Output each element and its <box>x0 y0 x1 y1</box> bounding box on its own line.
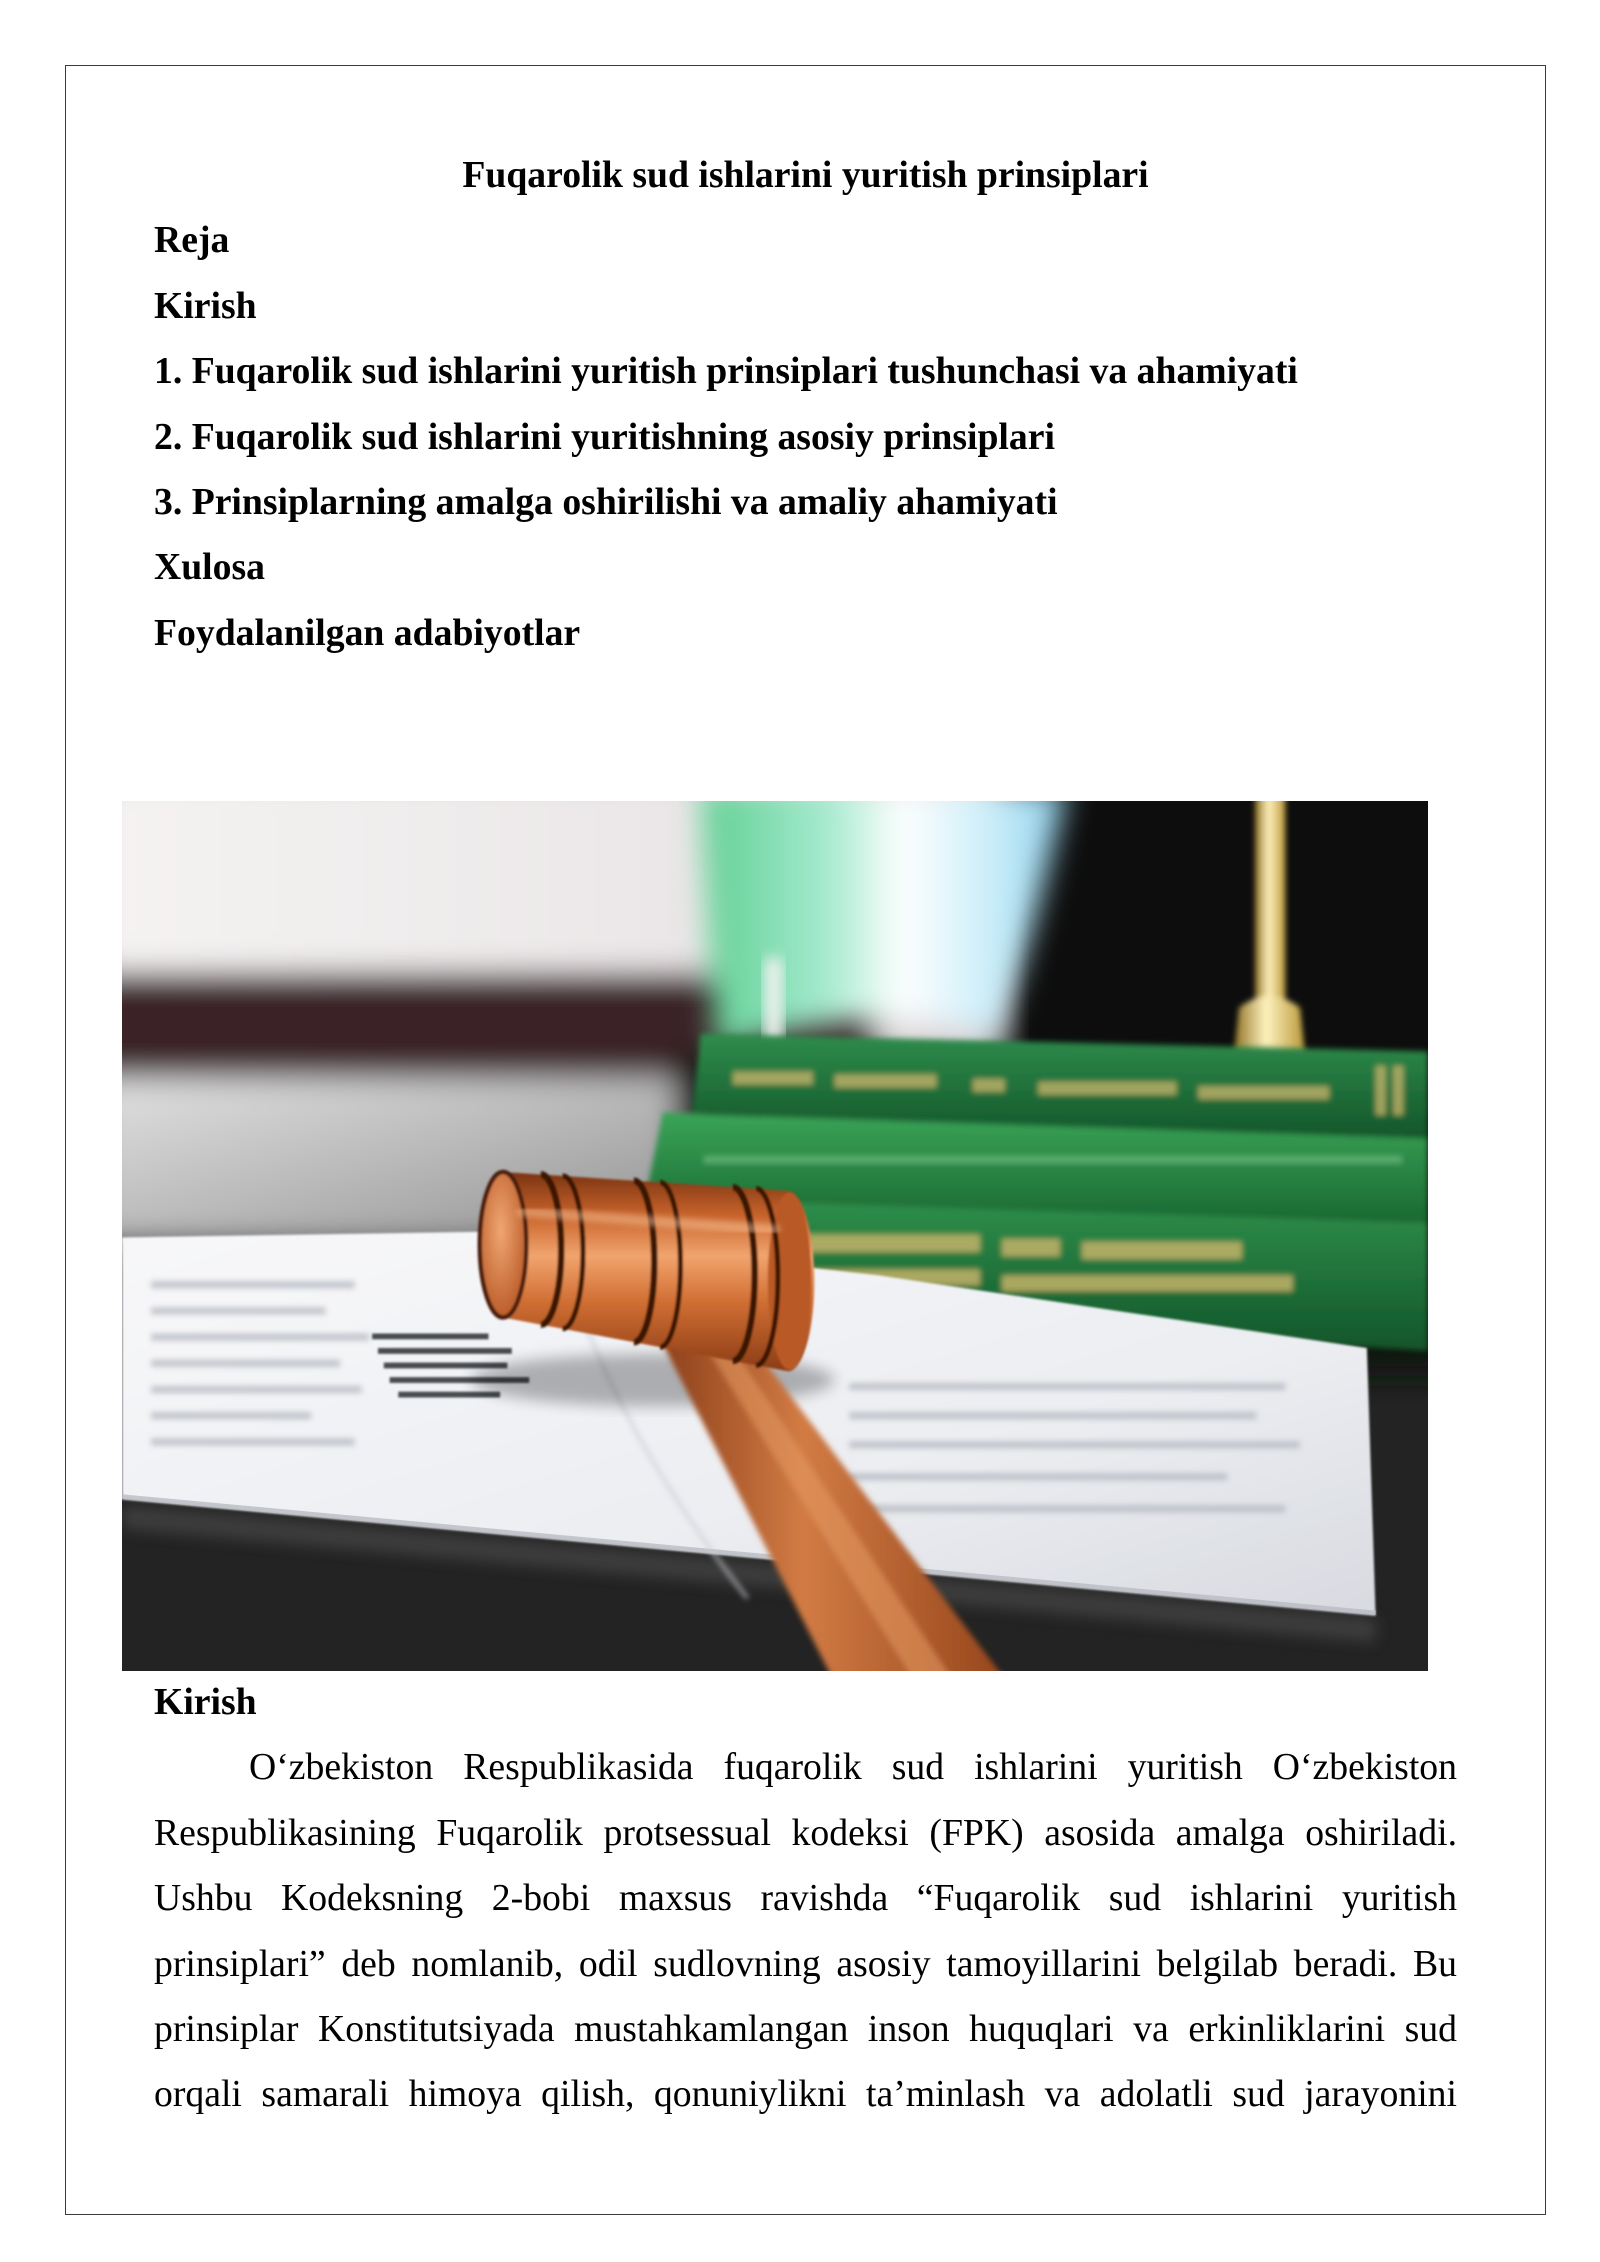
body-paragraph: O‘zbekiston Respublikasida fuqarolik sud ishlarini yuritish O‘zbekiston Respublikasining Fuqarolik protsessual kodeksi (FPK) asosida amalga oshiriladi. Ushbu Kodeksning 2-bobi maxsus ravishda “Fuqarolik sud ishlarini yuritish prinsiplari” deb nomlanib, odil sudlovning asosiy tamoyillarini belgilab beradi. Bu prinsiplar Konstitutsiyada mustahkamlangan inson huquqlari va erkinliklarini sud orqali samarali himoya qilish, qonuniylikni ta’minlash va adolatli sud jarayonini <box>154 1746 1457 2116</box>
page-title: Fuqarolik sud ishlarini yuritish prinsiplari <box>462 154 1149 196</box>
plan-item: 1. Fuqarolik sud ishlarini yuritish prinsiplari tushunchasi va ahamiyati <box>154 350 1298 393</box>
plan-item: Kirish <box>154 284 257 327</box>
plan-item: Foydalanilgan adabiyotlar <box>154 611 581 654</box>
plan-item: 3. Prinsiplarning amalga oshirilishi va amaliy ahamiyati <box>154 481 1058 524</box>
gavel-photo <box>122 801 1428 1671</box>
plan-item: 2. Fuqarolik sud ishlarini yuritishning asosiy prinsiplari <box>154 415 1055 458</box>
plan-item: Xulosa <box>154 546 266 589</box>
section-heading: Kirish <box>154 1681 257 1723</box>
introduction-section <box>154 1670 1457 2128</box>
gavel-photo-image <box>122 801 1428 1671</box>
plan-section <box>154 143 1457 666</box>
plan-heading: Reja <box>154 219 230 262</box>
